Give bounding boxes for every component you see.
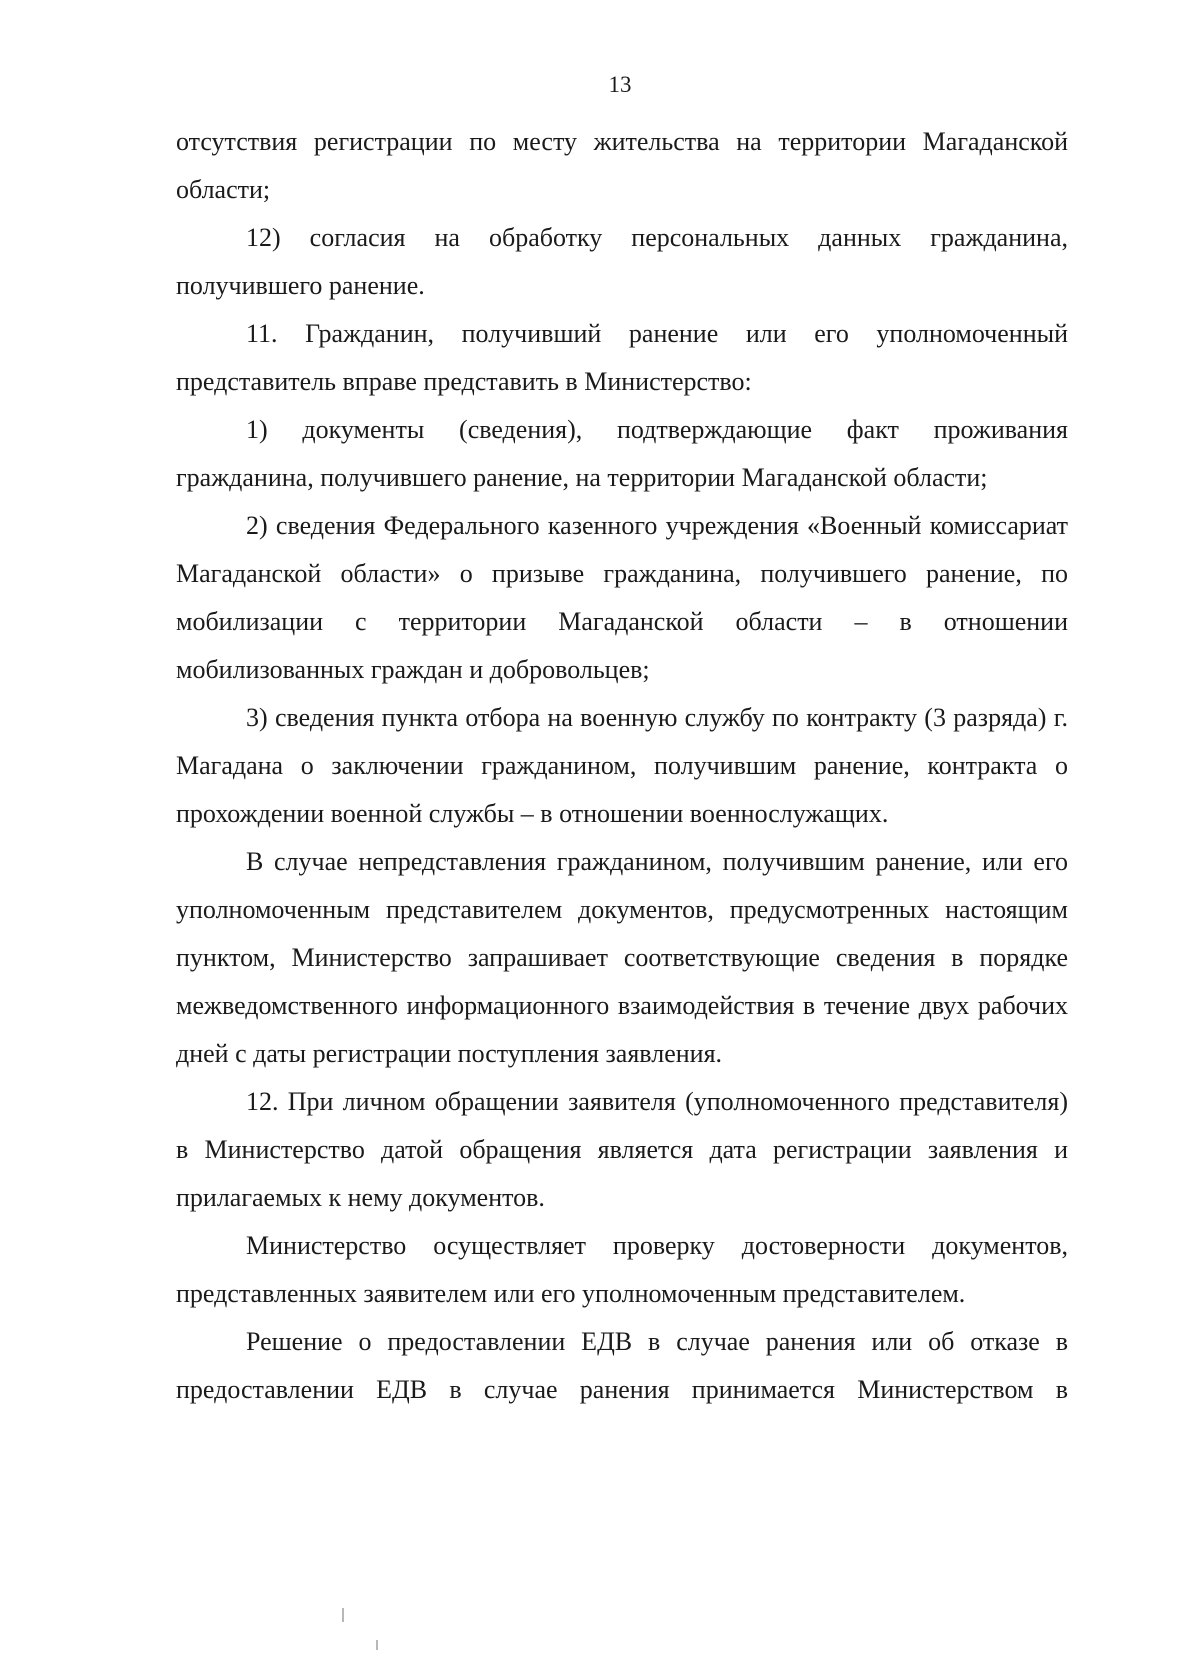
- paragraph: В случае непредставления гражданином, получившим ранение, или его уполномоченным представителем документов, предусмотренных настоящим пунктом, Министерство запрашивает соответствующие сведения в порядке межведомственного информационного взаимодействия в течение двух рабочих дней с даты регистрации поступления заявления.: [176, 847, 1068, 1068]
- paragraph: 12) согласия на обработку персональных данных гражданина, получившего ранение.: [176, 223, 1068, 300]
- paragraph: 1) документы (сведения), подтверждающие факт проживания гражданина, получившего ранение, на территории Магаданской области;: [176, 415, 1068, 492]
- paragraph: 2) сведения Федерального казенного учреждения «Военный комиссариат Магаданской области» о призыве гражданина, получившего ранение, по мобилизации с территории Магаданской области – в отношении мобилизованных граждан и добровольцев;: [176, 511, 1068, 684]
- paragraph: 3) сведения пункта отбора на военную службу по контракту (3 разряда) г. Магадана о заключении гражданином, получившим ранение, контракта о прохождении военной службы – в отношении военнослужащих.: [176, 703, 1068, 828]
- document-body: [176, 118, 1068, 1414]
- paragraph: Министерство осуществляет проверку достоверности документов, представленных заявителем или его уполномоченным представителем.: [176, 1231, 1068, 1308]
- paragraph: Решение о предоставлении ЕДВ в случае ранения или об отказе в предоставлении ЕДВ в случае ранения принимается Министерством в: [176, 1327, 1068, 1404]
- paragraph: 12. При личном обращении заявителя (уполномоченного представителя) в Министерство датой обращения является дата регистрации заявления и прилагаемых к нему документов.: [176, 1087, 1068, 1212]
- scan-artifact: [342, 1608, 344, 1622]
- scan-artifact: [376, 1640, 378, 1650]
- paragraph: 11. Гражданин, получивший ранение или его уполномоченный представитель вправе представить в Министерство:: [176, 319, 1068, 396]
- page-number: 13: [608, 72, 632, 97]
- paragraph: отсутствия регистрации по месту жительства на территории Магаданской области;: [176, 127, 1068, 204]
